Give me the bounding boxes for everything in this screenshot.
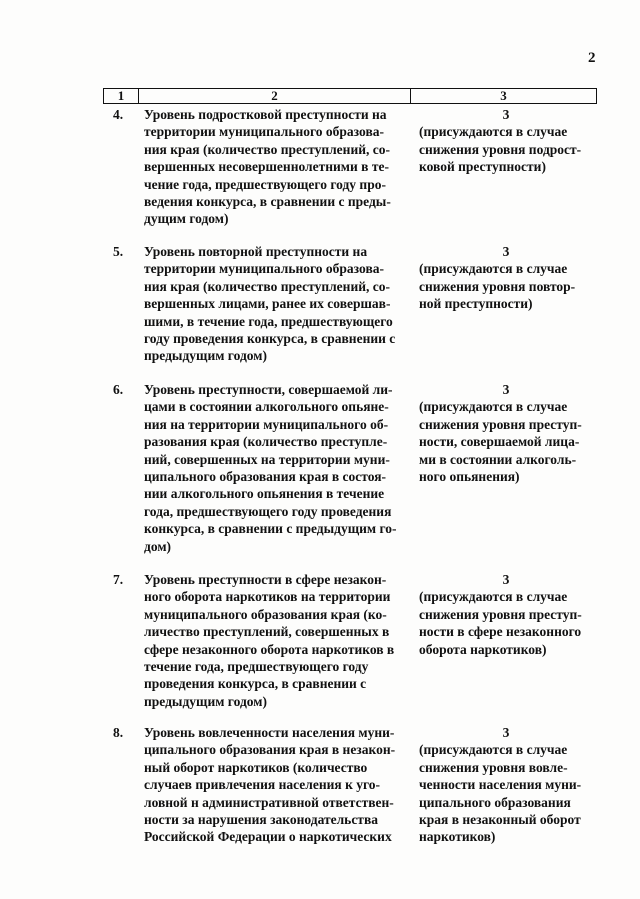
header-col-2: 2 — [139, 89, 411, 103]
criterion-description: Уровень вовлеченности населения муни- ципального образования края в незакон- ный оборот наркотиков (количество случаев привлечения населения к уго- ловной н административной ответствен- ности за нарушения законодательства Российской Федерации о наркотических — [144, 725, 396, 845]
points-value: 3 — [502, 107, 510, 122]
header-col-3: 3 — [500, 88, 507, 103]
criterion-description: Уровень повторной преступности на территории муниципального образова- ния края (количество преступлений, со- вершенных лицами, ранее их совершав- шими, в течение года, предшествующего году проведения конкурса, в сравнении с предыдущим годом) — [144, 244, 396, 364]
points-value: 3 — [502, 572, 510, 587]
points-note: (присуждаются в случае снижения уровня вовле- ченности населения муни- ципального образования края в незаконный оборот наркотиков) — [419, 742, 582, 845]
row-number: 6. — [113, 382, 124, 397]
page-number: 2 — [588, 50, 596, 66]
points-cell — [419, 243, 593, 313]
points-value: 3 — [502, 725, 510, 740]
points-note: (присуждаются в случае снижения уровня преступ- ности, совершаемой лица- ми в состоянии алкоголь- ного опьянения) — [419, 399, 582, 485]
points-value: 3 — [502, 382, 510, 397]
points-cell — [419, 724, 593, 846]
row-number: 4. — [113, 107, 124, 122]
criterion-description: Уровень преступности в сфере незакон- ного оборота наркотиков на территории муниципального образования края (ко- личество преступлений, совершенных в сфере незаконного оборота наркотиков в течение года, предшествующего году проведения конкурса, в сравнении с предыдущим годом) — [144, 572, 395, 709]
header-col-1: 1 — [104, 89, 139, 103]
criterion-description: Уровень подростковой преступности на территории муниципального образова- ния края (количество преступлений, со- вершенных несовершеннолетними в те- чение года, предшествующего году про- ведения конкурса, в сравнении с преды- дущим годом) — [144, 107, 391, 227]
row-number: 5. — [113, 244, 124, 259]
points-value: 3 — [502, 244, 510, 259]
points-note: (присуждаются в случае снижения уровня повтор- ной преступности) — [419, 261, 576, 312]
points-note: (присуждаются в случае снижения уровня подрост- ковой преступности) — [419, 124, 582, 175]
points-cell — [419, 571, 593, 658]
points-cell — [419, 106, 593, 176]
points-note: (присуждаются в случае снижения уровня преступ- ности в сфере незаконного оборота наркотиков) — [419, 589, 582, 657]
row-number: 8. — [113, 725, 124, 740]
table-header — [103, 88, 597, 104]
row-number: 7. — [113, 572, 124, 587]
points-cell — [419, 381, 593, 485]
criterion-description: Уровень преступности, совершаемой ли- цами в состоянии алкогольного опьяне- ния на территории муниципального об- разования края (количество преступле- ний, совершенных на территории муни- ципального образования края в состоя- нии алкогольного опьянения в течение года, предшествующего году проведения конкурса, в сравнении с предыдущим го- дом) — [144, 382, 397, 554]
